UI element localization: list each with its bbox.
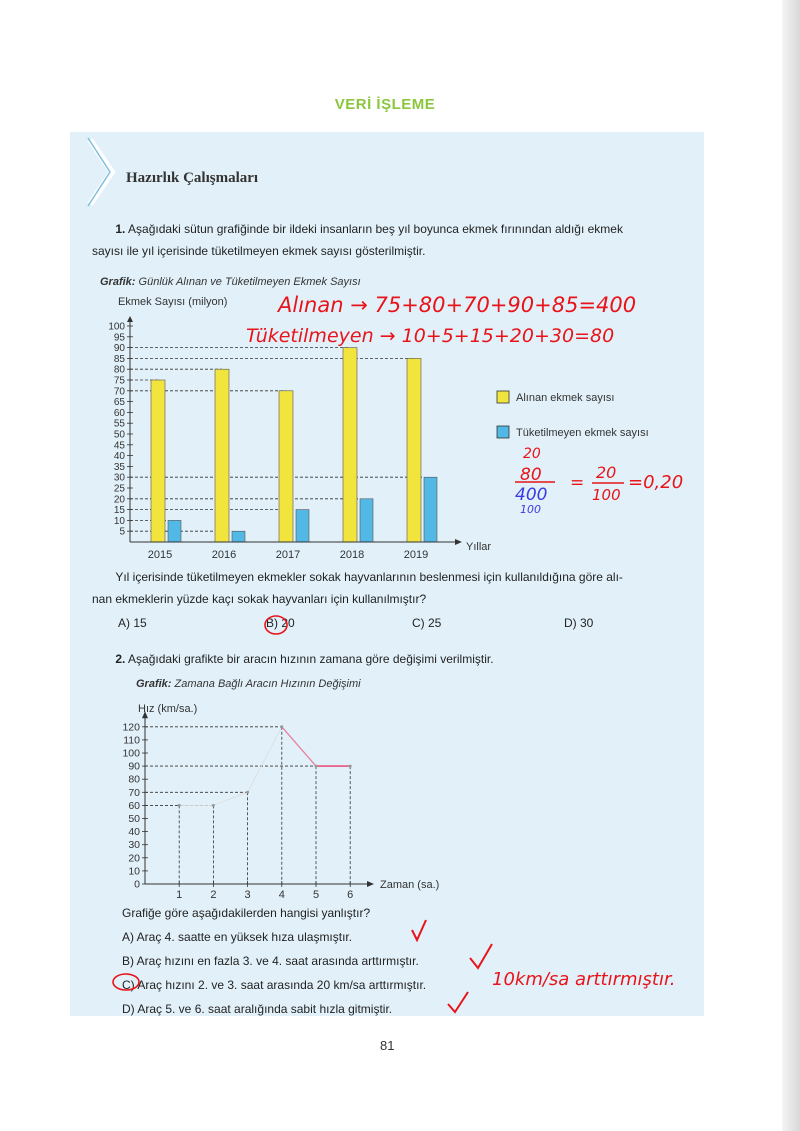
legend-label-tuketilmeyen: Tüketilmeyen ekmek sayısı [516,427,649,439]
hand-frac-result: =0,20 [628,472,684,493]
chart1-xtick-label: 2017 [275,549,301,561]
chart2-ytick-label: 60 [128,799,140,812]
chart2-xlabel: Zaman (sa.) [380,879,440,891]
chart1-xtick-label: 2019 [403,549,429,561]
chart1-ytick-label: 10 [113,515,125,527]
chart1-ylabel: Ekmek Sayısı (milyon) [118,296,228,308]
hand-alinan: Alınan → 75+80+70+90+85=400 [278,293,637,317]
q1-question-line2: nan ekmeklerin yüzde kaçı sokak hayvanları için kullanılmıştır? [92,592,427,606]
page-number: 81 [380,1038,395,1053]
chart1-ytick-label: 55 [113,418,125,430]
hand-circle-q1-b [265,616,287,634]
q2-caption-text: Zamana Bağlı Aracın Hızının Değişimi [174,678,361,690]
chart1-ytick-label: 20 [113,494,125,506]
chart2-ylabel: Hız (km/sa.) [138,703,198,715]
section-title: VERİ İŞLEME [334,96,436,113]
q1-text-line2: sayısı ile yıl içerisinde tüketilmeyen ekmek sayısı gösterilmiştir. [92,244,426,258]
chart1-ytick-label: 35 [113,461,125,473]
hand-check-b [470,944,492,968]
chart2-ytick-label: 110 [123,734,140,747]
hand-circle-q2-c [113,974,139,990]
chart1-xlabel: Yıllar [466,541,492,553]
chart2-ytick-label: 50 [128,813,140,825]
chart1-ytick-label: 90 [113,343,125,355]
chart1-ytick-label: 70 [113,386,125,398]
chart2-ytick-label: 80 [128,773,140,786]
chart1-xtick-label: 2015 [147,549,173,561]
hand-tuketilmeyen: Tüketilmeyen → 10+5+15+20+30=80 [246,325,615,347]
chart1-ytick-label: 80 [113,364,125,376]
chart1-ytick-label: 50 [113,429,125,441]
chart1-ytick-label: 45 [113,440,125,452]
hand-frac-den: 400 [515,485,548,505]
chart2-ytick-label: 70 [128,786,140,799]
hand-check-d [448,992,468,1012]
q1-caption-text: Günlük Alınan ve Tüketilmeyen Ekmek Sayısı [138,276,361,288]
hand-frac-den-small: 100 [520,503,541,516]
chart2-ytick-label: 20 [128,852,140,865]
chart2-ytick-label: 90 [128,760,140,773]
chart2-ytick-label: 0 [134,878,140,891]
chart1-ytick-label: 100 [108,321,125,333]
chart1-ytick-label: 40 [113,451,125,463]
q1-option-b[interactable]: B) 20 [266,616,295,630]
chart1-ytick-label: 60 [113,407,125,419]
chart2-ytick-label: 30 [128,839,140,852]
q2-option-a[interactable]: A) Araç 4. saatte en yüksek hıza ulaşmıştır. [122,930,353,944]
chart2-xtick-label: 4 [278,889,285,901]
q2-text-body: Aşağıdaki grafikte bir aracın hızının zamana göre değişimi verilmiştir. [128,652,494,666]
chart2-ytick-label: 100 [122,747,140,760]
chart2-xtick-label: 1 [176,889,183,901]
chart2-xtick-label: 3 [244,889,251,901]
q2-option-b[interactable]: B) Araç hızını en fazla 3. ve 4. saat arasında arttırmıştır. [122,954,419,968]
q1-caption-prefix: Grafik: [100,276,136,288]
chart1-ytick-label: 65 [113,397,125,409]
hand-check-a [412,920,426,940]
q1-number: 1. [115,222,126,236]
hand-frac-top-small: 20 [523,446,541,462]
hand-equals: = [570,473,585,493]
q2-prompt: Grafiğe göre aşağıdakilerden hangisi yanlıştır? [122,906,371,920]
chart1-ytick-label: 5 [119,526,125,538]
chart2-ytick-label: 120 [122,721,140,734]
chart1-xtick-label: 2018 [339,549,365,561]
chart2-xtick-label: 2 [210,889,217,901]
q1-option-d[interactable]: D) 30 [564,616,594,630]
hand-frac-num: 80 [520,465,542,485]
chart1-ytick-label: 30 [113,472,125,484]
chart2-xtick-label: 6 [347,889,354,901]
chart1-ytick-label: 95 [113,332,125,344]
q2-option-c[interactable]: C) Araç hızını 2. ve 3. saat arasında 20 km/sa arttırmıştır. [122,978,427,992]
chart1-ytick-label: 75 [113,375,125,387]
panel-heading: Hazırlık Çalışmaları [126,170,259,186]
hand-q2-note: 10km/sa arttırmıştır. [492,969,676,990]
q2-option-d[interactable]: D) Araç 5. ve 6. saat aralığında sabit hızla gitmiştir. [122,1002,393,1016]
chart1-ytick-label: 25 [113,483,125,495]
chart1-ytick-label: 15 [113,505,125,517]
q2-caption-prefix: Grafik: [136,678,172,690]
q1-option-a[interactable]: A) 15 [118,616,147,630]
q2-number: 2. [115,652,126,666]
q1-question-line1: Yıl içerisinde tüketilmeyen ekmekler sokak hayvanlarının beslenmesi için kullanıldığına göre alı- [115,570,623,584]
chart2-xtick-label: 5 [312,889,320,901]
chart1-ytick-label: 85 [113,353,125,365]
chart2-ytick-label: 40 [128,826,140,839]
legend-label-alinan: Alınan ekmek sayısı [516,392,615,404]
hand-frac-eq-den: 100 [592,486,621,504]
chart1-xtick-label: 2016 [211,549,237,561]
q1-text-line1: Aşağıdaki sütun grafiğinde bir ildeki insanların beş yıl boyunca ekmek fırınından aldığı ekmek [128,222,623,236]
hand-frac-eq-num: 20 [596,463,617,482]
q1-option-c[interactable]: C) 25 [412,616,442,630]
chart2-ytick-label: 10 [128,865,140,878]
